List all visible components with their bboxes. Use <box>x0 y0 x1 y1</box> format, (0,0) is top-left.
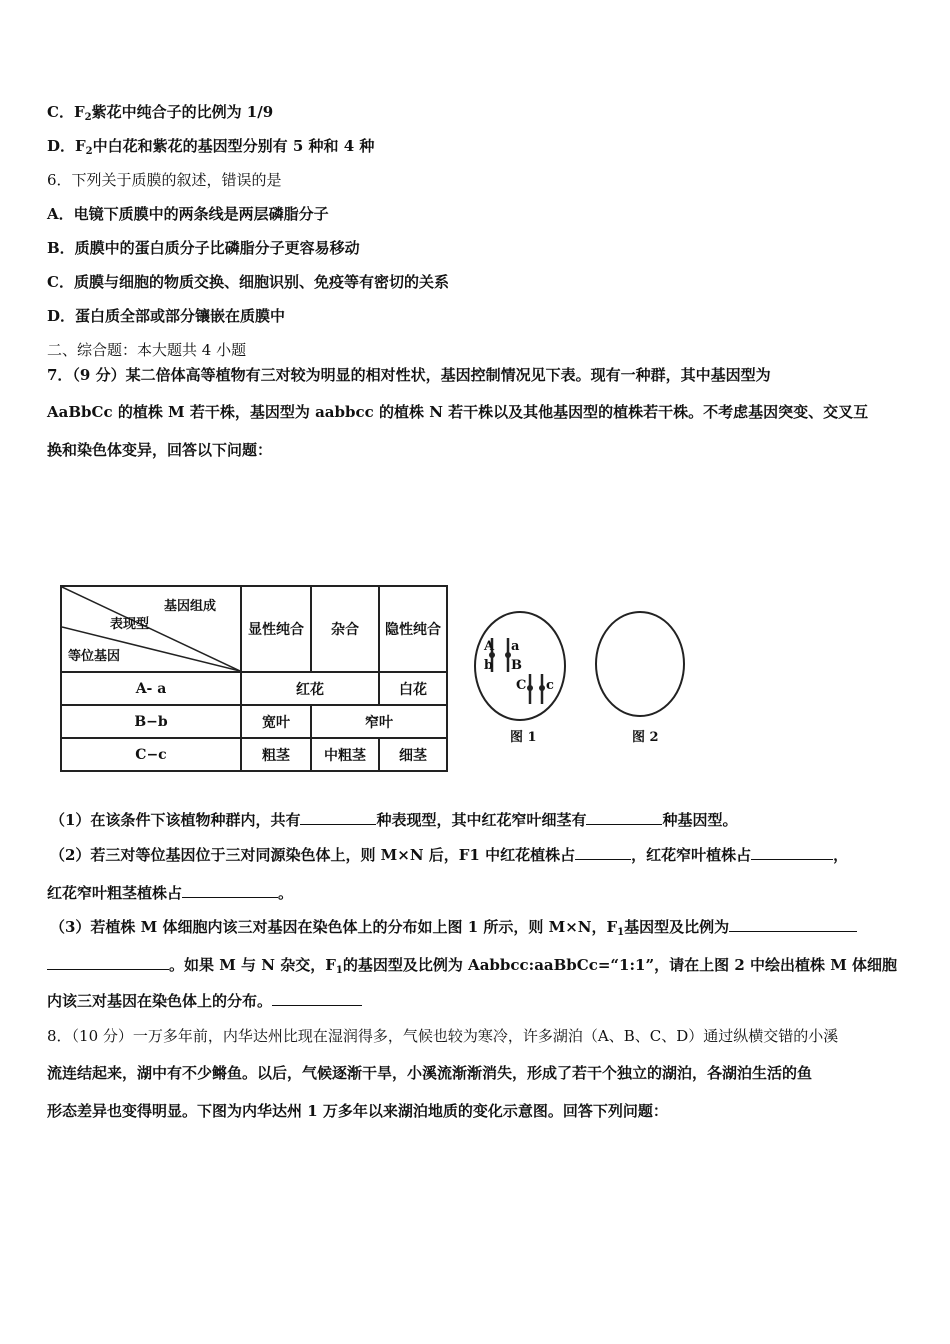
option-5d: D．$F_2$中白花和紫花的基因型分别有 5 种和 4 种 <box>47 137 375 157</box>
gene-table <box>60 585 448 772</box>
q7-part-1: （1）在该条件下该植物种群内，共有 种表现型，其中红花窄叶细茎有 种基因型。 <box>50 811 738 829</box>
q7-part-3-line-2: 。如果 M 与 N 杂交，$F_1$的基因型及比例为 Aabbcc:aaBbCc=“1:1”，请在上图 2 中绘出植株 M 体细胞 <box>47 955 897 981</box>
option-6c: C．质膜与细胞的物质交换、细胞识别、免疫等有密切的关系 <box>47 273 449 291</box>
question-8-line-2: 流连结起来，湖中有不少鳉鱼。以后，气候逐渐干旱，小溪流渐渐消失，形成了若干个独立的湖泊，各湖泊生活的鱼 <box>47 1064 813 1082</box>
allele-B: B <box>511 658 522 673</box>
q7-part-3-line-3: 内该三对基因在染色体上的分布。 <box>47 991 362 1011</box>
question-8-line-1: 8．（10 分）一万多年前，内华达州比现在湿润得多，气候也较为寒冷，许多湖泊（A、B、C、D）通过纵横交错的小溪 <box>47 1027 839 1045</box>
q7-part-3-line-1: （3）若植株 M 体细胞内该三对基因在染色体上的分布如上图 1 所示，则 M×N，$F_1$基因型及比例为 <box>50 917 857 943</box>
col-recessive: 隐性纯合 <box>379 586 447 672</box>
allele-A: A <box>484 639 495 654</box>
allele-C: C <box>516 678 527 693</box>
row-a-gene: A- a <box>61 672 241 705</box>
question-7-line-2: AaBbCc 的植株 M 若干株，基因型为 aabbcc 的植株 N 若干株以及其他基因型的植株若干株。不考虑基因突变、交叉互 <box>47 403 869 421</box>
question-7-line-3: 换和染色体变异，回答以下问题： <box>47 441 273 459</box>
option-6a: A．电镜下质膜中的两条线是两层磷脂分子 <box>47 205 329 223</box>
q7-part-2-line-1: （2）若三对等位基因位于三对同源染色体上，则 M×N 后，F1 中红花植株占 ，红花窄叶植株占 ， <box>50 846 849 864</box>
option-5c: C．$F_2$紫花中纯合子的比例为 1/9 <box>47 103 274 123</box>
corner-bottom-label: 等位基因 <box>68 649 121 664</box>
row-b-het-rec: 窄叶 <box>311 705 447 738</box>
allele-a: a <box>511 639 520 654</box>
question-8-line-3: 形态差异也变得明显。下图为内华达州 1 万多年以来湖泊地质的变化示意图。回答下列问题： <box>47 1102 668 1120</box>
row-a-rec: 白花 <box>379 672 447 705</box>
question-6: 6．下列关于质膜的叙述，错误的是 <box>47 171 282 189</box>
row-b-gene: B−b <box>61 705 241 738</box>
row-b-dom: 宽叶 <box>241 705 311 738</box>
q7-part-2-line-2: 红花窄叶粗茎植株占 。 <box>47 884 294 902</box>
corner-top-label: 基因组成 <box>164 599 217 614</box>
figure-2-cell <box>592 608 688 724</box>
section-heading: 二、综合题：本大题共 4 小题 <box>47 341 247 359</box>
figure-1-label: 图 1 <box>510 730 537 745</box>
row-a-dom-het: 红花 <box>241 672 379 705</box>
row-c-rec: 细茎 <box>379 738 447 771</box>
row-c-het: 中粗茎 <box>311 738 379 771</box>
figure-2-label: 图 2 <box>632 730 659 745</box>
col-hetero: 杂合 <box>311 586 379 672</box>
option-6b: B．质膜中的蛋白质分子比磷脂分子更容易移动 <box>47 239 360 257</box>
question-7-line-1: 7．（9 分）某二倍体高等植物有三对较为明显的相对性状，基因控制情况见下表。现有一种群，其中基因型为 <box>47 366 771 384</box>
table-corner <box>61 586 241 672</box>
corner-mid-label: 表现型 <box>110 617 150 632</box>
col-dominant: 显性纯合 <box>241 586 311 672</box>
row-c-dom: 粗茎 <box>241 738 311 771</box>
row-c-gene: C−c <box>61 738 241 771</box>
allele-b: b <box>484 658 494 673</box>
allele-c: c <box>546 678 554 693</box>
option-6d: D．蛋白质全部或部分镶嵌在质膜中 <box>47 307 286 325</box>
